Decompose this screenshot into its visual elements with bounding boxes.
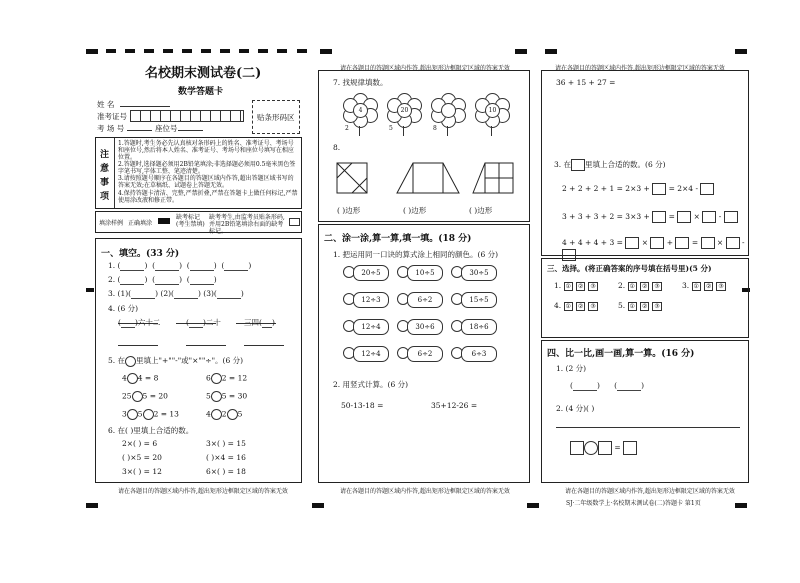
section-title: 一、填空。(33 分)	[101, 249, 180, 259]
room-label: 考 场 号	[97, 124, 125, 133]
header-note: 请在各题目的答题区域内作答,超出矩形边框限定区域的答案无效	[555, 65, 725, 72]
calc-item: 35+12-26 =	[431, 401, 478, 410]
flower-stem	[359, 126, 360, 136]
formula-pill[interactable]: 12÷3	[353, 292, 389, 308]
choice-option[interactable]: ③	[590, 283, 596, 290]
section-title: 二、涂一涂,算一算,填一填。(18 分)	[324, 234, 472, 244]
question-1: 1. ( ) ( ) ( ) ( )	[108, 261, 252, 270]
choice-item: 1. ① ② ③	[554, 281, 596, 290]
barcode-label: 贴条形码区	[257, 113, 295, 122]
choice-option[interactable]: ①	[629, 283, 635, 290]
alignment-mark	[86, 288, 94, 292]
question-7: 7. 找规律填数。	[333, 78, 388, 87]
shape-house-lines	[485, 163, 513, 193]
choice-option[interactable]: ③	[590, 303, 596, 310]
seat-label: 座位号	[155, 124, 178, 133]
alignment-mark	[320, 49, 332, 54]
alignment-mark	[527, 503, 539, 508]
answer-line[interactable]	[118, 345, 158, 346]
filled-sample	[158, 218, 170, 224]
question-4-1: 1. (2 分)	[556, 364, 587, 373]
section-title: 四、比一比,画一画,算一算。(16 分)	[547, 349, 695, 359]
alignment-mark	[258, 49, 268, 53]
alignment-mark	[277, 49, 287, 53]
footer-note: 请在各题目的答题区域内作答,超出矩形边框限定区域的答案无效	[565, 488, 735, 495]
alignment-mark	[106, 49, 116, 53]
alignment-mark	[86, 503, 98, 508]
alignment-mark	[220, 49, 230, 53]
notes-box	[95, 137, 302, 209]
formula-pill[interactable]: 12÷4	[353, 346, 389, 362]
equation-row: 2 + 2 + 2 + 1 = 2×3 + = 2×4 -	[562, 183, 714, 195]
shape-answer: ( )边形	[403, 206, 427, 215]
alignment-mark	[125, 49, 135, 53]
choice-option[interactable]: ②	[577, 283, 584, 290]
alignment-mark	[735, 503, 747, 508]
flower-center: 20	[397, 103, 412, 118]
formula-pill[interactable]: 6÷2	[407, 292, 443, 308]
absent-label: 缺考标记(考生禁填)	[176, 214, 205, 228]
alignment-mark	[144, 49, 154, 53]
seat-field[interactable]	[178, 130, 203, 131]
q6-item: ( )×5 = 20	[122, 453, 162, 462]
flower-item	[387, 93, 421, 137]
question-2: 2. ( ) ( ) ( )	[108, 275, 217, 284]
question-3-fill: 3. 在 里填上合适的数。(6 分)	[554, 160, 666, 169]
q6-item: ( )×4 = 16	[206, 453, 246, 462]
choice-option[interactable]: ②	[641, 303, 648, 310]
q6-item: 6×( ) = 18	[206, 467, 246, 476]
choice-option[interactable]: ③	[718, 283, 724, 290]
choice-option[interactable]: ①	[693, 283, 699, 290]
alignment-mark	[735, 49, 747, 54]
q5-item: 5 5 = 30	[206, 391, 248, 401]
flower-leaf-value: 5	[389, 125, 393, 132]
choice-option[interactable]: ③	[654, 303, 660, 310]
section-right-top-box	[541, 70, 749, 256]
choice-item: 5. ① ② ③	[618, 301, 660, 310]
absent-note: 缺考考生,由监考员贴条形码,并用2B铅笔填涂右面的缺考标记。	[209, 214, 285, 235]
notes-item: 1.答题时,考生务必先认真核对条形码上的姓名、准考证号、考场号和座位号,然后将本人姓名、准考证号、考场号和座位号填写在相应位置。	[118, 140, 294, 161]
shape-trapezoid-lines	[413, 163, 443, 193]
page-title: 名校期末测试卷(二)	[145, 66, 262, 81]
question-4: 4. (6 分)	[108, 304, 139, 313]
section-3-box	[541, 258, 749, 338]
alignment-mark	[297, 49, 307, 53]
question-2-1: 1. 把运用同一口诀的算式涂上相同的颜色。(6 分)	[333, 250, 499, 259]
flower-stem	[403, 126, 404, 136]
section-mid-top-box	[318, 70, 530, 222]
equation-row: 3 + 3 + 3 + 2 = 3×3 + = × -	[562, 211, 738, 223]
section-1-box	[95, 238, 302, 483]
choice-option[interactable]: ①	[565, 283, 571, 290]
answer-line[interactable]	[186, 345, 226, 346]
equation-row: 4 + 4 + 4 + 3 = × + = × -	[562, 237, 748, 261]
shape-trapezoid	[397, 163, 459, 193]
alignment-mark	[545, 49, 557, 54]
footer-note: 请在各题目的答题区域内作答,超出矩形边框限定区域的答案无效	[118, 488, 288, 495]
answer-line[interactable]	[244, 345, 284, 346]
formula-pill[interactable]: 18÷6	[461, 319, 497, 335]
page-subtitle: 数学答题卡	[178, 87, 224, 97]
answer-line[interactable]	[556, 427, 740, 428]
flower-leaf-value: 8	[433, 125, 437, 132]
fill-sample-box	[95, 211, 302, 233]
flower-center: 10	[485, 103, 500, 118]
formula-pill[interactable]: 10÷5	[407, 265, 443, 281]
q4-item: ( )六十二	[118, 318, 161, 327]
shape-answer: ( )边形	[469, 206, 493, 215]
alignment-mark	[515, 49, 527, 54]
formula-pill[interactable]: 6÷2	[407, 346, 443, 362]
page-footer: SJ·二年级数学上·名校期末测试卷(二)答题卡 第1页	[566, 500, 701, 507]
flower-center	[441, 103, 456, 118]
formula-pill[interactable]: 12÷4	[353, 319, 389, 335]
flower-item	[431, 93, 465, 137]
flower-item	[343, 93, 377, 137]
q6-item: 3×( ) = 12	[122, 467, 162, 476]
notes-item: 4.保持答题卡清洁、完整,严禁折叠,严禁在答题卡上做任何标记,严禁使用涂改液和修正带。	[118, 190, 298, 204]
section-4-box	[541, 340, 749, 483]
choice-item: 4. ① ② ③	[554, 301, 596, 310]
admit-label: 准考证号	[97, 112, 127, 121]
calc-item: 50-13-18 =	[341, 401, 384, 410]
question-6: 6. 在( )里填上合适的数。	[108, 426, 194, 435]
q5-item: 6 2 = 12	[206, 373, 248, 383]
choice-option[interactable]: ①	[629, 303, 635, 310]
question-5: 5. 在 里填上"+""-"或"×""÷"。(6 分)	[108, 356, 244, 365]
alignment-mark	[182, 49, 192, 53]
flower-stem	[491, 126, 492, 136]
q4-item: ( )二十	[186, 318, 221, 327]
alignment-mark	[201, 49, 211, 53]
barcode-area	[252, 100, 300, 134]
notes-item: 3.请按照题号顺序在各题目的答题区域内作答,超出答题区域书写的答案无效;在草稿纸、试题卷上答题无效。	[118, 175, 294, 189]
question-2-2: 2. 用竖式计算。(6 分)	[333, 380, 409, 389]
q4-item: 三四( )	[244, 318, 275, 327]
fill-correct: 正确填涂	[128, 220, 153, 227]
alignment-mark	[86, 49, 98, 54]
choice-item: 2. ① ② ③	[618, 281, 660, 290]
question-3: 3. (1)( ) (2)( ) (3)( )	[108, 289, 244, 298]
formula-pill[interactable]: 15÷5	[461, 292, 497, 308]
shapes-figure	[335, 159, 515, 199]
choice-option[interactable]: ②	[705, 283, 712, 290]
question-8: 8.	[333, 143, 341, 152]
section-title: 三、选择。(将正确答案的序号填在括号里)(5 分)	[547, 264, 712, 273]
calc-item: 36 + 15 + 27 =	[556, 78, 616, 87]
q6-item: 3×( ) = 15	[206, 439, 246, 448]
flower-stem	[447, 126, 448, 136]
flower-leaf-value: 2	[345, 125, 349, 132]
answer-parens: ( ) ( )	[570, 381, 645, 390]
fill-label: 填涂样例	[99, 220, 124, 227]
footer-note: 请在各题目的答题区域内作答,超出矩形边框限定区域的答案无效	[340, 488, 510, 495]
alignment-mark	[163, 49, 173, 53]
shape-answer: ( )边形	[337, 206, 361, 215]
section-2-box	[318, 224, 530, 483]
notes-item: 2.答题时,选择题必须用2B铅笔填涂;非选择题必须用0.5毫米黑色签字笔书写,字体工整、笔迹清楚。	[118, 161, 296, 175]
flower-item	[475, 93, 509, 137]
choice-option[interactable]: ②	[577, 303, 584, 310]
formula-pill[interactable]: 6÷3	[461, 346, 497, 362]
notes-title: 注意事项	[100, 150, 110, 202]
choice-option[interactable]: ①	[565, 303, 571, 310]
header-note: 请在各题目的答题区域内作答,超出矩形边框限定区域的答案无效	[340, 65, 510, 72]
q5-item: 4 4 = 8	[122, 373, 159, 383]
alignment-mark	[239, 49, 249, 53]
formula-pill[interactable]: 30÷5	[461, 265, 497, 281]
q6-item: 2×( ) = 6	[122, 439, 158, 448]
q5-item: 25 5 = 20	[122, 391, 168, 401]
formula-pill[interactable]: 30÷6	[407, 319, 443, 335]
name-field[interactable]	[120, 106, 170, 107]
choice-option[interactable]: ②	[641, 283, 648, 290]
name-label: 姓 名	[97, 100, 115, 109]
formula-pill[interactable]: 20÷5	[353, 265, 389, 281]
choice-item: 3. ① ② ③	[682, 281, 724, 290]
q5-item: 3 5 2 = 13	[122, 409, 179, 419]
admit-number-field[interactable]	[130, 110, 244, 122]
room-field[interactable]	[127, 130, 152, 131]
shape-square-cuts	[337, 163, 367, 193]
alignment-mark	[312, 503, 324, 508]
q5-item: 4 2 5	[206, 409, 243, 419]
choice-option[interactable]: ③	[654, 283, 660, 290]
question-4-2: 2. (4 分)( )	[556, 404, 595, 413]
answer-boxes: =	[570, 441, 637, 455]
flower-center: 4	[353, 103, 368, 118]
absent-checkbox[interactable]	[289, 218, 300, 226]
